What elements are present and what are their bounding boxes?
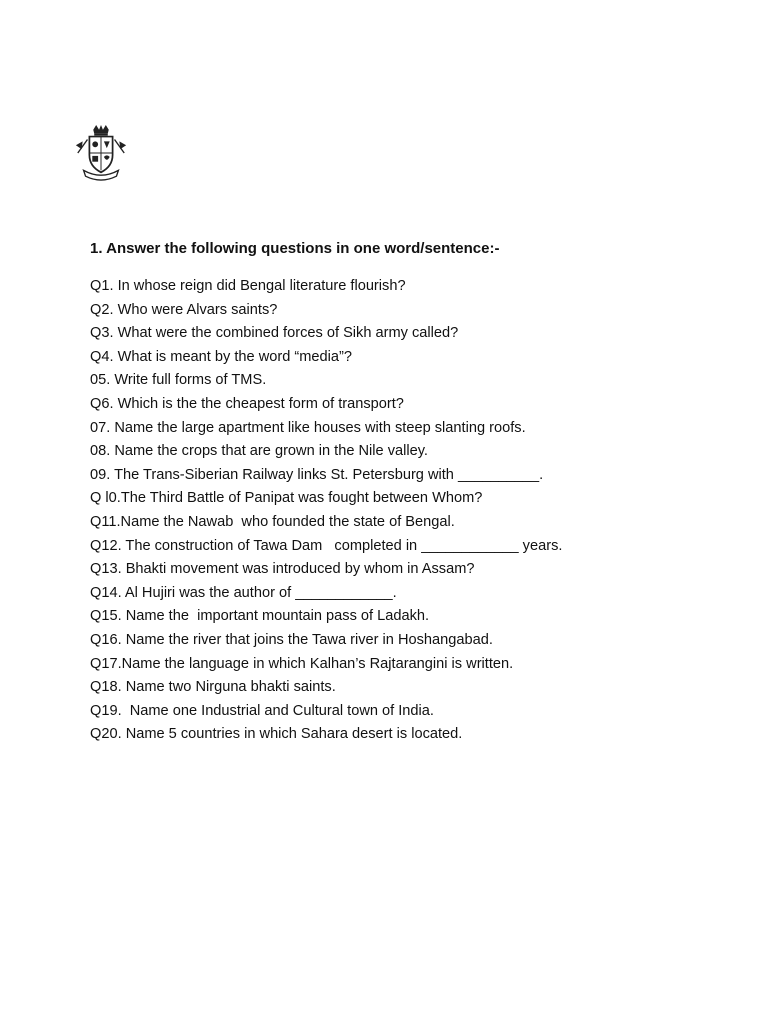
question-item: Q17.Name the language in which Kalhan’s Rajtarangini is written. — [90, 655, 514, 672]
question-item: Q2. Who were Alvars saints? — [90, 301, 278, 318]
school-crest-logo — [72, 124, 130, 182]
question-item: Q11.Name the Nawab who founded the state of Bengal. — [90, 513, 455, 530]
question-item: 05. Write full forms of TMS. — [90, 372, 267, 389]
question-item: Q14. Al Hujiri was the author of ____________. — [90, 584, 397, 601]
question-item: Q20. Name 5 countries in which Sahara desert is located. — [90, 726, 463, 743]
question-list — [90, 275, 562, 747]
question-item: Q6. Which is the the cheapest form of transport? — [90, 395, 404, 412]
question-item: Q19. Name one Industrial and Cultural town of India. — [90, 702, 434, 719]
question-item: Q3. What were the combined forces of Sikh army called? — [90, 325, 459, 342]
question-item: Q12. The construction of Tawa Dam completed in ____________ years. — [90, 537, 563, 554]
question-item: Q1. In whose reign did Bengal literature flourish? — [90, 278, 406, 294]
section-heading: 1. Answer the following questions in one word/sentence:- — [90, 240, 500, 257]
question-item: Q13. Bhakti movement was introduced by whom in Assam? — [90, 561, 475, 578]
question-item: Q18. Name two Nirguna bhakti saints. — [90, 679, 336, 696]
question-item: Q16. Name the river that joins the Tawa river in Hoshangabad. — [90, 631, 493, 648]
question-item: Q4. What is meant by the word “media”? — [90, 348, 352, 365]
question-item: 07. Name the large apartment like houses with steep slanting roofs. — [90, 419, 526, 436]
question-item: Q l0.The Third Battle of Panipat was fought between Whom? — [90, 490, 483, 507]
question-item: 08. Name the crops that are grown in the Nile valley. — [90, 443, 428, 460]
question-item: 09. The Trans-Siberian Railway links St. Petersburg with __________. — [90, 466, 544, 483]
question-item: Q15. Name the important mountain pass of Ladakh. — [90, 608, 430, 625]
